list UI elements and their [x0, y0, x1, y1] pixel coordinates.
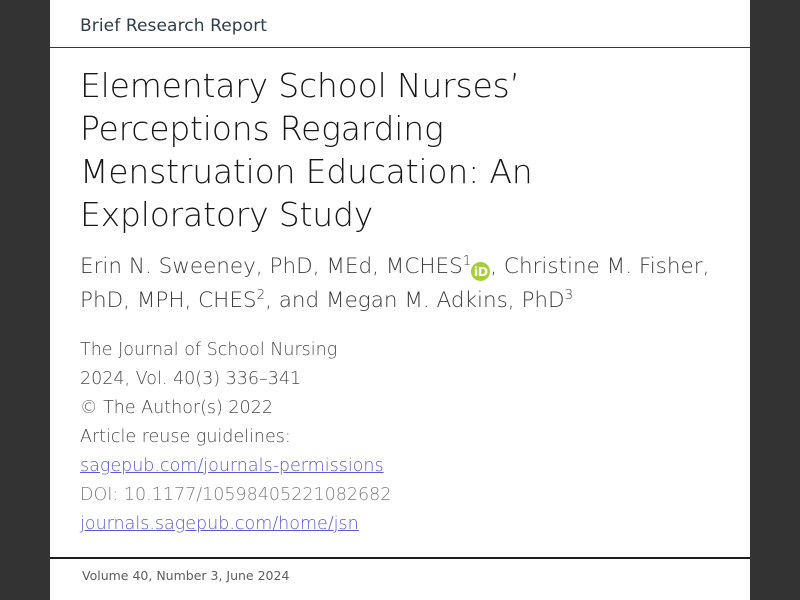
journal-home-link[interactable]: journals.sagepub.com/home/jsn: [80, 514, 359, 534]
author-three-affiliation: 3: [564, 287, 574, 303]
reuse-guidelines-label: Article reuse guidelines:: [80, 427, 291, 447]
volume-issue-pages: 2024, Vol. 40(3) 336–341: [80, 369, 302, 389]
footer-volume-label: Volume 40, Number 3, June 2024: [82, 568, 290, 583]
author-one-affiliation: 1: [462, 253, 472, 269]
author-one-name: Erin N. Sweeney, PhD, MEd, MCHES: [80, 254, 463, 279]
document-page[interactable]: [50, 0, 750, 557]
viewer-gutter-left: [0, 0, 50, 600]
author-two-affiliation: 2: [256, 287, 266, 303]
copyright-notice: © The Author(s) 2022: [80, 398, 273, 418]
orcid-icon[interactable]: iD: [471, 262, 490, 281]
doi-text: DOI: 10.1177/10598405221082682: [80, 485, 392, 505]
permissions-link[interactable]: sagepub.com/journals-permissions: [80, 456, 384, 476]
author-list: [80, 236, 720, 318]
journal-name: The Journal of School Nursing: [80, 340, 338, 360]
article-front-matter: [80, 48, 740, 539]
page-title: Elementary School Nurses’ Perceptions Regarding Menstruation Education: An Exploratory Study: [80, 66, 533, 234]
author-three-name: , and Megan M. Adkins, PhD: [265, 288, 565, 313]
author-two-name: , Christine M. Fisher, PhD, MPH, CHES: [80, 254, 710, 313]
viewer-footer-bar: [50, 557, 750, 600]
running-head-bar: [50, 0, 750, 48]
running-head-label: Brief Research Report: [80, 16, 268, 36]
viewer-gutter-right: [750, 0, 800, 600]
journal-metadata: [80, 318, 740, 539]
